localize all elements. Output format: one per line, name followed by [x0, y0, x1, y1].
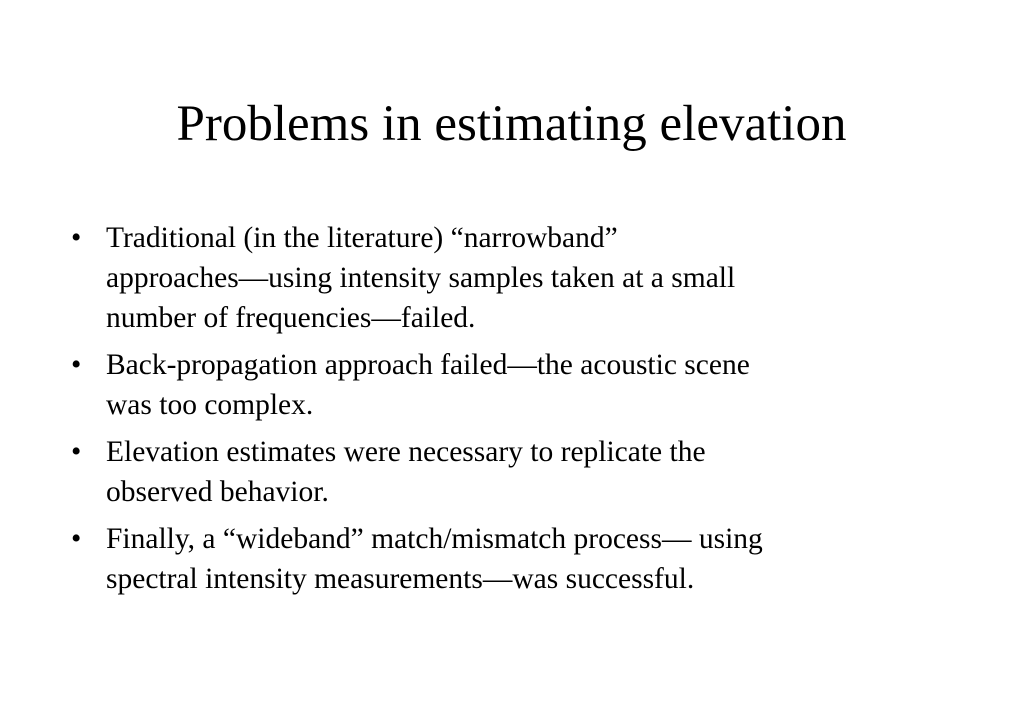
bullet-text-line: was too complex.: [106, 389, 314, 421]
bullet-text-line: observed behavior.: [106, 476, 329, 508]
bullet-item: [60, 519, 960, 599]
bullet-icon: •: [71, 222, 82, 254]
bullet-icon: •: [71, 349, 82, 381]
bullet-text-line: Finally, a “wideband” match/mismatch process— using: [106, 523, 763, 555]
bullet-text-line: approaches—using intensity samples taken at a small: [106, 262, 736, 294]
bullet-text-line: spectral intensity measurements—was successful.: [106, 563, 695, 595]
bullet-item: [60, 432, 960, 512]
bullet-text-line: number of frequencies—failed.: [106, 302, 476, 334]
bullet-text-line: Traditional (in the literature) “narrowband”: [106, 222, 618, 254]
bullet-text-line: Elevation estimates were necessary to replicate the: [106, 436, 706, 468]
bullet-item: [60, 218, 960, 338]
bullet-list: [60, 218, 960, 606]
slide-title: Problems in estimating elevation: [176, 96, 847, 152]
bullet-icon: •: [71, 523, 82, 555]
bullet-text-line: Back-propagation approach failed—the acoustic scene: [106, 349, 750, 381]
bullet-item: [60, 345, 960, 425]
bullet-icon: •: [71, 436, 82, 468]
